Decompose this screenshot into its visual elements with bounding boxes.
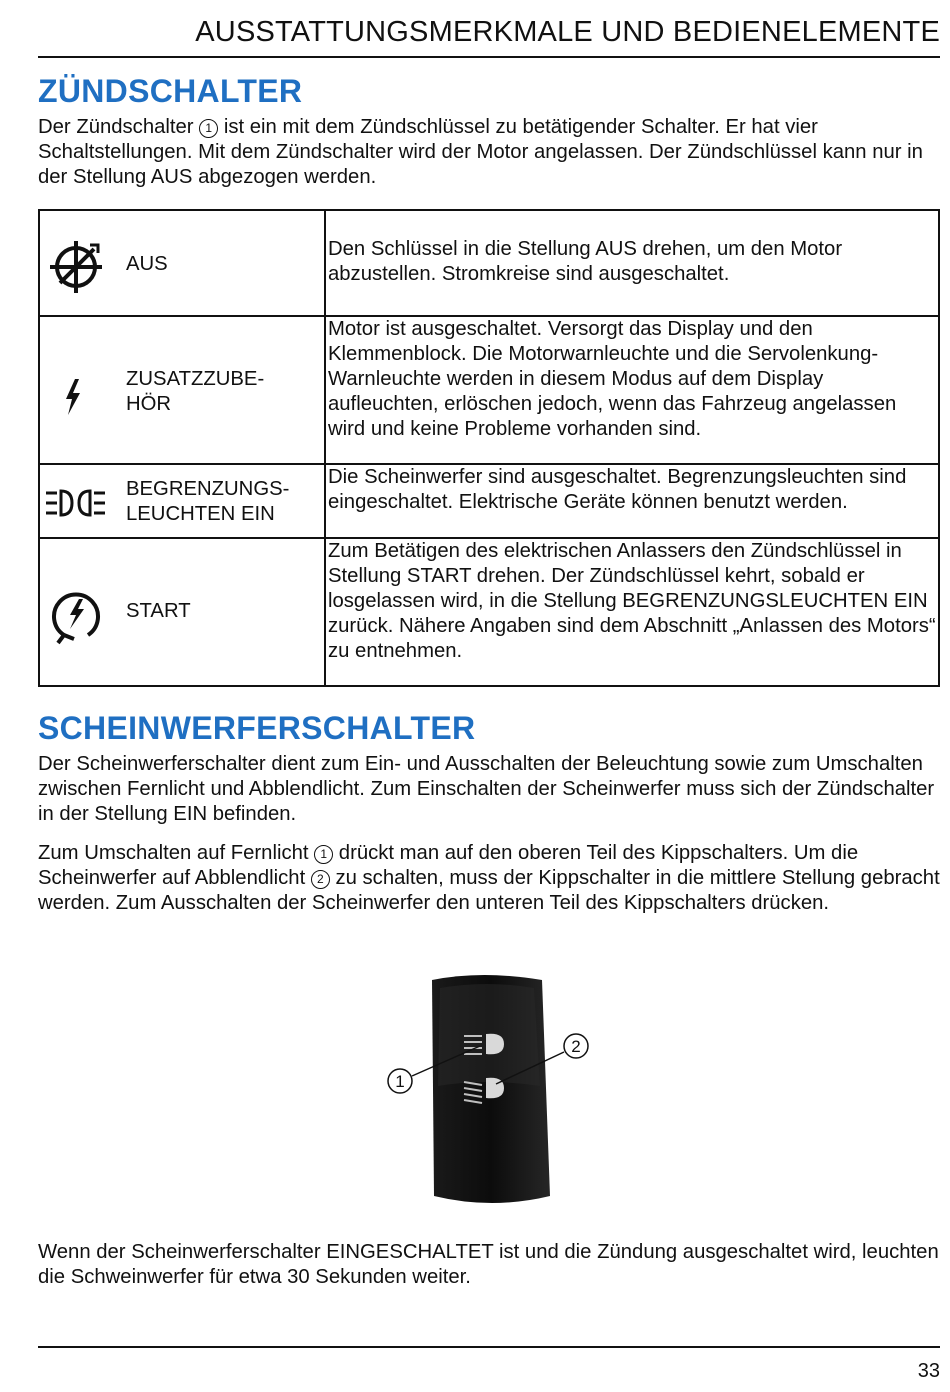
headlight-switch-image — [382, 966, 602, 1216]
callout-2: 2 — [571, 1037, 581, 1056]
table-row — [39, 316, 939, 464]
position-cell — [39, 316, 325, 464]
callout-marker: 2 — [311, 870, 330, 889]
position-description: Den Schlüssel in die Stellung AUS drehen, um den Motor abzustellen. Stromkreise sind ausgeschaltet. — [325, 210, 939, 316]
position-label: AUS — [126, 253, 168, 275]
parking-lights-icon — [44, 487, 108, 519]
position-label: BEGRENZUNGS- LEUCHTEN EIN — [126, 478, 290, 525]
position-cell — [39, 464, 325, 538]
footer-divider — [38, 1346, 940, 1348]
section-heading-ignition: ZÜNDSCHALTER — [38, 73, 303, 109]
table-row — [39, 210, 939, 316]
headlight-para-2: Zum Umschalten auf Fernlicht 1 drückt man auf den oberen Teil des Kippschalters. Um die Scheinwerfer auf Abblendlicht 2 zu schalten, muss der Kippschalter in die mittlere Stellung gebracht werden. Zum Ausschalten der Scheinwerfer den unteren Teil des Kippschalters drücken. — [38, 842, 940, 914]
position-label: ZUSATZZUBE- HÖR — [126, 368, 265, 415]
position-label: START — [126, 600, 191, 622]
position-description: Die Scheinwerfer sind ausgeschaltet. Begrenzungsleuchten sind eingeschaltet. Elektrische Geräte können benutzt werden. — [325, 464, 939, 538]
position-description: Zum Betätigen des elektrischen Anlassers den Zündschlüssel in Stellung START drehen. Der Zündschlüssel kehrt, sobald er losgelassen wird, in die Stellung BEGRENZUNGSLEUCHTEN EIN zurück. Nähere Angaben sind dem Abschnitt „Anlassen des Motors“ zu entnehmen. — [325, 538, 939, 686]
position-cell — [39, 210, 325, 316]
ignition-intro: Der Zündschalter 1 ist ein mit dem Zündschlüssel zu betätigender Schalter. Er hat vier Schaltstellungen. Mit dem Zündschalter wird der Motor angelassen. Der Zündschlüssel kann nur in der Stellung AUS abgezogen werden. — [38, 116, 923, 188]
table-row — [39, 538, 939, 686]
callout-marker: 1 — [199, 119, 218, 138]
position-description: Motor ist ausgeschaltet. Versorgt das Display und den Klemmenblock. Die Motorwarnleuchte und die Servolenkung-Warnleuchte werden in diesem Modus auf dem Display aufleuchten, erlöschen jedoch, wenn das Fahrzeug angelassen wird und keine Probleme vorhanden sind. — [325, 316, 939, 464]
page-number: 33 — [917, 1360, 940, 1382]
position-cell — [39, 538, 325, 686]
headlight-para-3: Wenn der Scheinwerferschalter EINGESCHALTET ist und die Zündung ausgeschaltet wird, leuchten die Schweinwerfer für etwa 30 Sekunden weiter. — [38, 1241, 939, 1288]
ignition-off-icon — [46, 235, 110, 299]
page-header — [38, 12, 940, 58]
headlight-para-1: Der Scheinwerferschalter dient zum Ein- und Ausschalten der Beleuchtung sowie zum Umschalten zwischen Fernlicht und Abblendlicht. Zum Einschalten der Scheinwerfer muss sich der Zündschalter in der Stellung EIN befinden. — [38, 753, 935, 825]
accessory-icon — [60, 377, 86, 417]
section-heading-headlight: SCHEINWERFERSCHALTER — [38, 710, 476, 746]
ignition-positions-table — [38, 209, 940, 687]
callout-marker: 1 — [314, 845, 333, 864]
callout-1: 1 — [395, 1072, 405, 1091]
table-row — [39, 464, 939, 538]
header-title: AUSSTATTUNGSMERKMALE UND BEDIENELEMENTE — [195, 16, 940, 48]
start-icon — [48, 585, 104, 647]
